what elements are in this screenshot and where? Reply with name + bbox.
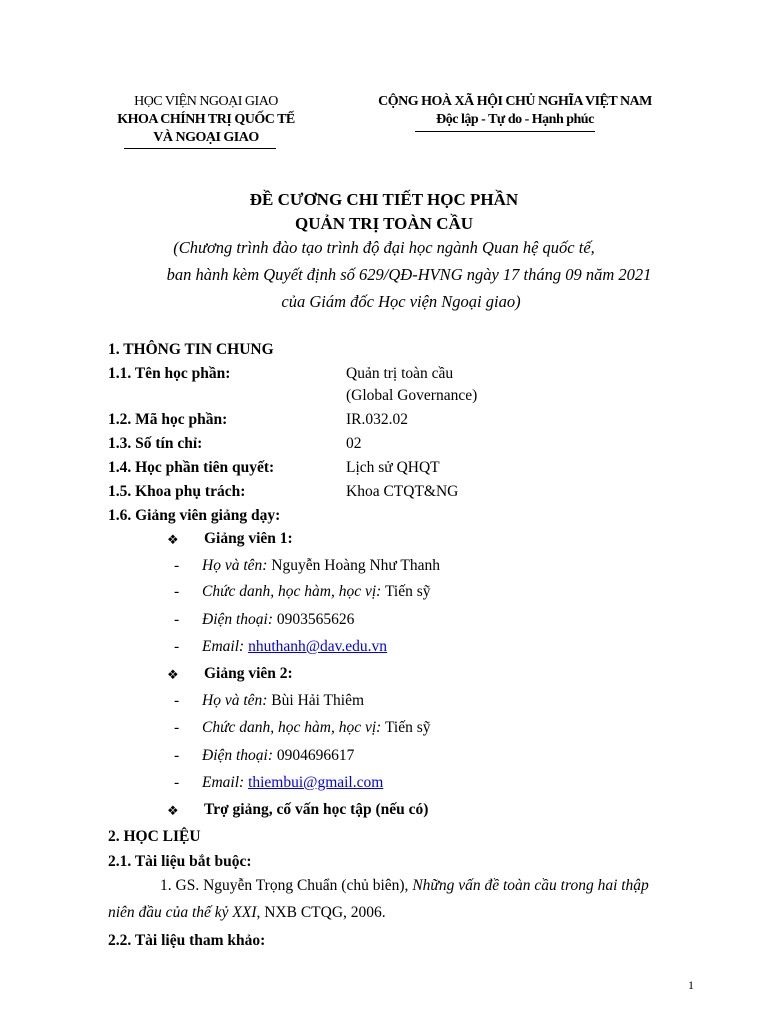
dash: -: [174, 719, 180, 736]
rank-label: Chức danh, học hàm, học vị:: [202, 583, 382, 600]
faculty-name-line1: KHOA CHÍNH TRỊ QUỐC TẾ: [117, 112, 295, 127]
right-header-rule: [415, 131, 595, 132]
section1-heading: 1. THÔNG TIN CHUNG: [108, 341, 274, 358]
prerequisite-label: 1.4. Học phần tiên quyết:: [108, 459, 275, 476]
dash: -: [174, 557, 180, 574]
national-motto: Độc lập - Tự do - Hạnh phúc: [436, 112, 594, 127]
lecturer2-email-link[interactable]: thiembui@gmail.com: [248, 774, 384, 791]
reference-materials-heading: 2.2. Tài liệu tham khảo:: [108, 932, 266, 949]
reference-1-line2: [108, 903, 386, 923]
national-title: CỘNG HOÀ XÃ HỘI CHỦ NGHĨA VIỆT NAM: [378, 94, 652, 109]
lecturer1-name: Nguyễn Hoàng Như Thanh: [271, 557, 440, 574]
lecturer1-rank: Tiến sỹ: [384, 583, 431, 600]
dash: -: [174, 747, 180, 764]
lecturer2-name-line: [202, 691, 364, 711]
left-header-rule: [124, 148, 276, 149]
reference-1-title-part2: niên đầu của thế kỷ XXI: [108, 904, 257, 921]
course-name-label: 1.1. Tên học phần:: [108, 365, 231, 382]
section2-heading: 2. HỌC LIỆU: [108, 828, 201, 845]
lecturer2-title: Giảng viên 2:: [204, 665, 293, 682]
lecturer2-rank: Tiến sỹ: [384, 719, 431, 736]
dash: -: [174, 583, 180, 600]
course-code-value: IR.032.02: [346, 411, 408, 428]
reference-1-prefix: 1. GS. Nguyễn Trọng Chuẩn (chủ biên),: [160, 877, 409, 894]
phone-label: Điện thoại:: [202, 611, 274, 628]
email-label: Email:: [202, 638, 245, 655]
reference-1-line1: [160, 876, 649, 896]
lecturer1-phone-line: [202, 610, 354, 630]
assistant-heading: Trợ giảng, cố vấn học tập (nếu có): [204, 801, 429, 818]
prerequisite-value: Lịch sử QHQT: [346, 459, 440, 476]
credits-label: 1.3. Số tín chỉ:: [108, 435, 203, 452]
lecturer1-rank-line: [202, 582, 431, 602]
faculty-value: Khoa CTQT&NG: [346, 483, 459, 500]
faculty-label: 1.5. Khoa phụ trách:: [108, 483, 246, 500]
lecturer2-name: Bùi Hải Thiêm: [271, 692, 365, 709]
course-name-value: Quản trị toàn cầu: [346, 365, 454, 382]
faculty-name-line2: VÀ NGOẠI GIAO: [153, 130, 259, 145]
rank-label: Chức danh, học hàm, học vị:: [202, 719, 382, 736]
dash: -: [174, 774, 180, 791]
bullet-icon: ❖: [167, 803, 179, 818]
subtitle-line1: (Chương trình đào tạo trình độ đại học ngành Quan hệ quốc tế,: [173, 238, 595, 257]
course-name-english: (Global Governance): [346, 387, 478, 404]
bullet-icon: ❖: [167, 532, 179, 547]
phone-label: Điện thoại:: [202, 747, 274, 764]
lecturer1-title: Giảng viên 1:: [204, 530, 293, 547]
required-materials-heading: 2.1. Tài liệu bắt buộc:: [108, 853, 252, 870]
bullet-icon: ❖: [167, 667, 179, 682]
subtitle-line2: ban hành kèm Quyết định số 629/QĐ-HVNG ngày 17 tháng 09 năm 2021: [166, 265, 652, 284]
dash: -: [174, 638, 180, 655]
lecturer1-name-line: [202, 556, 440, 576]
dash: -: [174, 611, 180, 628]
institute-name: HỌC VIỆN NGOẠI GIAO: [134, 94, 278, 109]
lecturer2-phone: 0904696617: [276, 747, 355, 764]
lecturer1-email-link[interactable]: nhuthanh@dav.edu.vn: [248, 638, 388, 655]
dash: -: [174, 692, 180, 709]
reference-1-title-part1: Những vấn đề toàn cầu trong hai thập: [412, 877, 649, 894]
lecturer1-email-line: [202, 637, 387, 657]
course-code-label: 1.2. Mã học phần:: [108, 411, 228, 428]
doc-title: ĐỀ CƯƠNG CHI TIẾT HỌC PHẦN: [249, 190, 519, 209]
lecturer2-email-line: [202, 773, 383, 793]
name-label: Họ và tên:: [202, 692, 268, 709]
lecturer2-rank-line: [202, 718, 431, 738]
lecturers-heading: 1.6. Giảng viên giảng dạy:: [108, 507, 281, 524]
email-label: Email:: [202, 774, 245, 791]
name-label: Họ và tên:: [202, 557, 268, 574]
course-title: QUẢN TRỊ TOÀN CẦU: [294, 214, 474, 233]
lecturer1-phone: 0903565626: [276, 611, 355, 628]
subtitle-line3: của Giám đốc Học viện Ngoại giao): [281, 292, 521, 311]
lecturer2-phone-line: [202, 746, 354, 766]
reference-1-suffix: , NXB CTQG, 2006.: [256, 904, 386, 921]
credits-value: 02: [346, 435, 362, 452]
page-number: 1: [688, 978, 694, 992]
